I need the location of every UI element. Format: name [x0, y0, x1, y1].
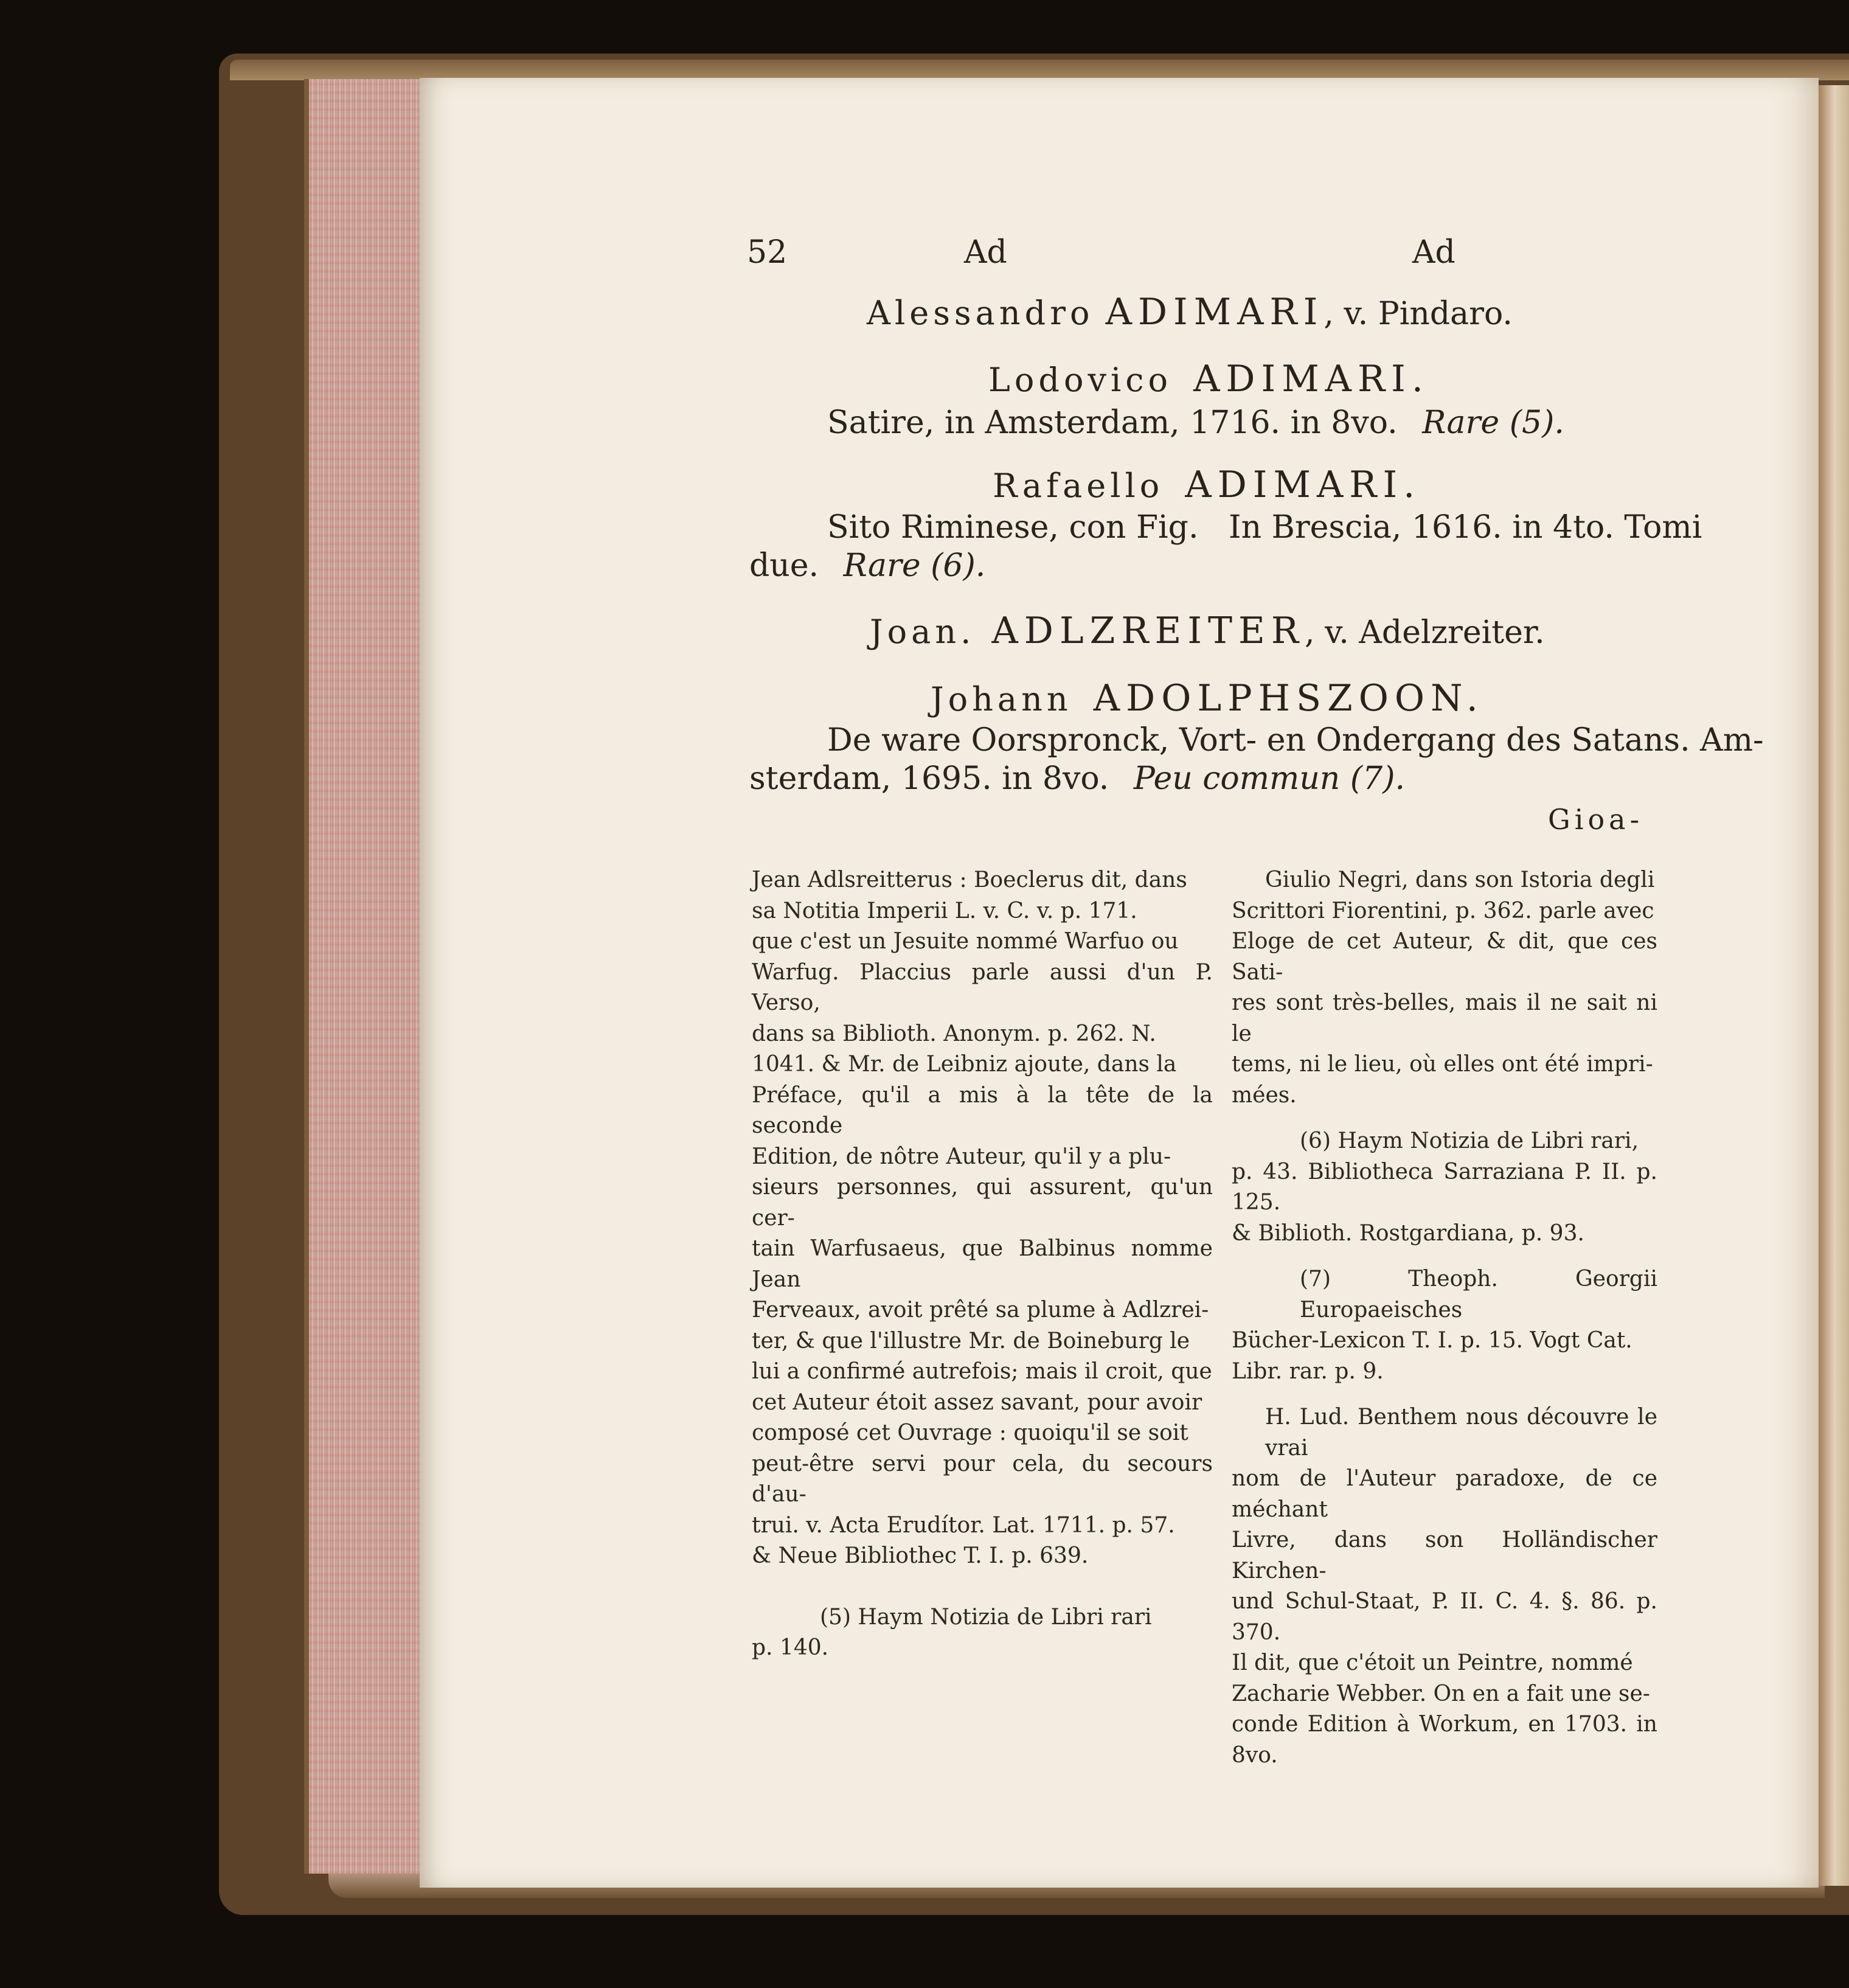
note-line: p. 140.: [752, 1635, 829, 1660]
note-line: composé cet Ouvrage : quoiqu'il se soit: [752, 1420, 1188, 1445]
entry-johann: [931, 677, 1484, 720]
note-line: Eloge de cet Auteur, & dit, que ces Sati-: [1232, 929, 1657, 985]
note-line: ter, & que l'illustre Mr. de Boineburg le: [752, 1328, 1190, 1354]
note-line: sieurs personnes, qui assurent, qu'un cer-: [752, 1175, 1213, 1231]
page-edges: [304, 79, 431, 1874]
note-line: Edition, de nôtre Auteur, qu'il y a plu-: [752, 1144, 1171, 1169]
rarity-note: Rare (5).: [1422, 405, 1564, 441]
entry-forename: Alessandro: [867, 294, 1094, 332]
note-line: tain Warfusaeus, que Balbinus nomme Jean: [752, 1236, 1213, 1292]
rarity-note: Peu commun (7).: [1133, 760, 1406, 797]
page-number: 52: [747, 234, 788, 271]
entry-description: sterdam, 1695. in 8vo.: [749, 760, 1109, 797]
note-line: & Biblioth. Rostgardiana, p. 93.: [1232, 1220, 1584, 1246]
running-head-left: Ad: [964, 234, 1007, 271]
entry-joan: [870, 610, 1545, 652]
footnotes-right: [1232, 865, 1657, 1771]
entry-reference: , v. Pindaro.: [1323, 296, 1513, 332]
note-line: H. Lud. Benthem nous découvre le vrai: [1265, 1405, 1657, 1461]
note-line: & Neue Bibliothec T. I. p. 639.: [752, 1543, 1089, 1568]
note-line: (6) Haym Notizia de Libri rari,: [1300, 1128, 1639, 1153]
note-line: Libr. rar. p. 9.: [1232, 1358, 1384, 1384]
entry-surname: ADIMARI: [1105, 291, 1324, 333]
note-line: sa Notitia Imperii L. v. C. v. p. 171.: [752, 898, 1137, 923]
rarity-note: Rare (6).: [843, 547, 986, 584]
entry-description: due.: [749, 547, 819, 584]
entry-rafaello: [993, 464, 1421, 506]
note-line: cet Auteur étoit assez savant, pour avoir: [752, 1389, 1202, 1415]
note-line: peut-être servi pour cela, du secours d'au-: [752, 1451, 1213, 1507]
entry-alessandro: [867, 291, 1513, 333]
note-line: Giulio Negri, dans son Istoria degli: [1265, 867, 1655, 892]
entry-surname: ADIMARI.: [1185, 464, 1421, 506]
note-line: (5) Haym Notizia de Libri rari: [820, 1604, 1152, 1630]
entry-forename: Joan.: [870, 613, 976, 651]
catchword: Gioa-: [1548, 803, 1644, 836]
entry-johann-line1: De ware Oorspronck, Vort- en Ondergang des Satans. Am-: [827, 722, 1764, 759]
note-line: p. 43. Bibliotheca Sarraziana P. II. p. 125.: [1232, 1159, 1657, 1215]
entry-forename: Johann: [931, 680, 1072, 718]
entry-surname: ADOLPHSZOON.: [1093, 677, 1484, 720]
note-line: Livre, dans son Holländischer Kirchen-: [1232, 1527, 1657, 1583]
entry-surname: ADIMARI.: [1193, 358, 1429, 400]
note-line: Préface, qu'il a mis à la tête de la seconde: [752, 1082, 1213, 1138]
note-line: 1041. & Mr. de Leibniz ajoute, dans la: [752, 1052, 1177, 1077]
note-line: Warfug. Placcius parle aussi d'un P. Verso,: [752, 959, 1213, 1015]
running-head-right: Ad: [1412, 234, 1455, 271]
cover-top-edge: [230, 60, 1849, 80]
note-line: und Schul-Staat, P. II. C. 4. §. 86. p. 370.: [1232, 1589, 1657, 1645]
entry-reference: , v. Adelzreiter.: [1305, 614, 1545, 651]
note-line: tems, ni le lieu, où elles ont été impri-: [1232, 1052, 1653, 1077]
note-line: lui a confirmé autrefois; mais il croit, que: [752, 1359, 1212, 1384]
entry-johann-line2: [749, 760, 1405, 797]
note-line: Bücher-Lexicon T. I. p. 15. Vogt Cat.: [1232, 1328, 1632, 1353]
note-gap: [1232, 1249, 1657, 1264]
note-line: trui. v. Acta Erudítor. Lat. 1711. p. 57.: [752, 1512, 1175, 1538]
note-line: Il dit, que c'étoit un Peintre, nommé: [1232, 1650, 1633, 1675]
note-line: (7) Theoph. Georgii Europaeisches: [1300, 1267, 1657, 1322]
note-line: Ferveaux, avoit prêté sa plume à Adlzrei-: [752, 1298, 1209, 1322]
note-gap: [1232, 1387, 1657, 1402]
note-line: Zacharie Webber. On en a fait une se-: [1232, 1681, 1650, 1706]
entry-lodovico: [988, 358, 1429, 400]
entry-lodovico-details: [827, 405, 1564, 441]
note-gap: [752, 1572, 1213, 1602]
entry-rafaello-line1: Sito Riminese, con Fig. In Brescia, 1616. in 4to. Tomi: [827, 509, 1702, 546]
note-line: dans sa Biblioth. Anonym. p. 262. N.: [752, 1021, 1156, 1046]
note-line: mées.: [1232, 1082, 1297, 1108]
note-line: que c'est un Jesuite nommé Warfuo ou: [752, 929, 1179, 954]
entry-description: Satire, in Amsterdam, 1716. in 8vo.: [827, 405, 1398, 441]
entry-surname: ADLZREITER: [991, 610, 1305, 652]
entry-forename: Lodovico: [988, 361, 1172, 399]
note-line: nom de l'Auteur paradoxe, de ce méchant: [1232, 1466, 1657, 1522]
entry-forename: Rafaello: [993, 467, 1164, 505]
note-gap: [1232, 1111, 1657, 1126]
entry-rafaello-line2: [749, 547, 985, 584]
note-line: res sont très-belles, mais il ne sait ni le: [1232, 990, 1657, 1046]
note-line: conde Edition à Workum, en 1703. in 8vo.: [1232, 1712, 1657, 1768]
note-line: Jean Adlsreitterus : Boeclerus dit, dans: [752, 867, 1187, 892]
footnotes-left: [752, 865, 1213, 1664]
note-line: Scrittori Fiorentini, p. 362. parle avec: [1232, 898, 1654, 923]
